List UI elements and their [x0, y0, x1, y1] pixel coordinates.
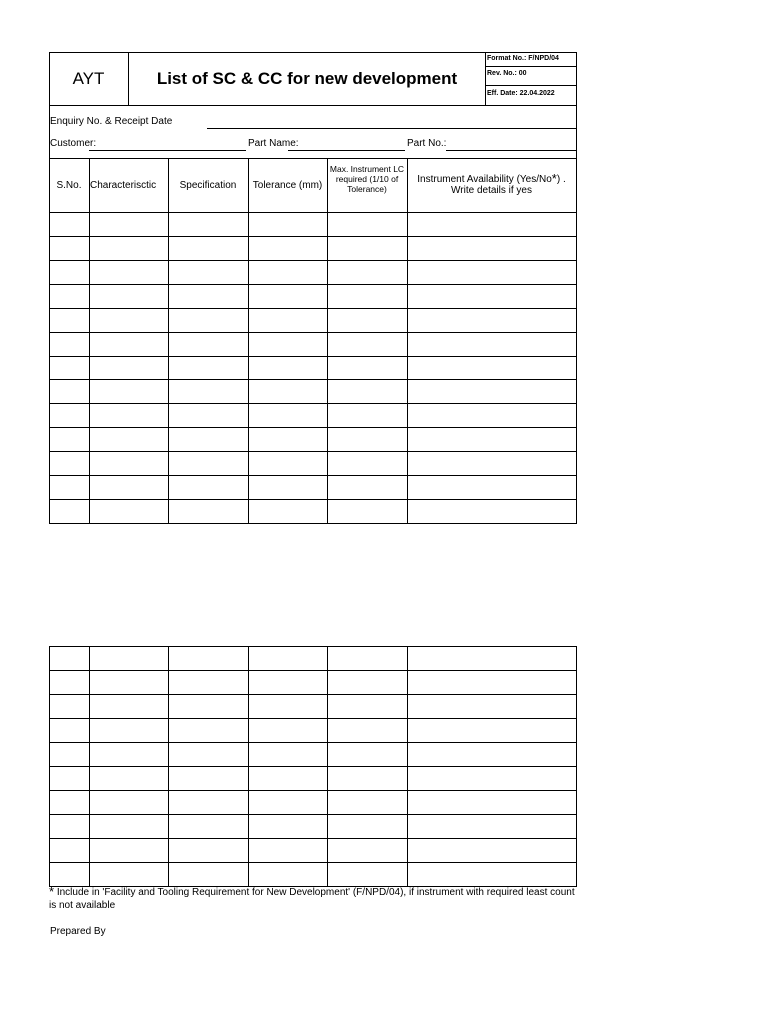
table-row-line — [49, 332, 577, 333]
table-column-line — [327, 646, 328, 887]
table-row-line — [49, 523, 577, 524]
table-column-line — [248, 646, 249, 887]
table-row-line — [49, 427, 577, 428]
col-header-sno: S.No. — [56, 179, 82, 191]
table-row-line — [49, 814, 577, 815]
customer-label: Customer: — [50, 138, 97, 149]
col-header-specification: Specification — [179, 179, 237, 191]
header-divider-right — [485, 52, 486, 106]
asterisk-icon: * — [551, 171, 557, 186]
customer-field-line[interactable] — [89, 150, 246, 151]
table-row-line — [49, 694, 577, 695]
table-column-line — [576, 646, 577, 887]
table-row-line — [49, 742, 577, 743]
table-column-line — [89, 158, 90, 524]
table-row-line — [49, 718, 577, 719]
effective-date: Eff. Date: 22.04.2022 — [487, 90, 555, 97]
table-row-line — [49, 308, 577, 309]
prepared-by-label: Prepared By — [50, 926, 106, 937]
table-column-line — [576, 158, 577, 524]
table-row-line — [49, 403, 577, 404]
table-row-line — [49, 766, 577, 767]
table-row-line — [49, 475, 577, 476]
part-no-field-line[interactable] — [446, 150, 577, 151]
table-column-line — [407, 646, 408, 887]
table-column-line — [49, 646, 50, 887]
table-column-line — [248, 158, 249, 524]
table-column-line — [168, 646, 169, 887]
part-name-label: Part Name: — [248, 138, 299, 149]
table-column-line — [49, 158, 50, 524]
table-row-line — [49, 646, 577, 647]
col-header-instrument-availability — [407, 158, 576, 212]
table-row-line — [49, 838, 577, 839]
table-row-line — [49, 862, 577, 863]
col-header-tolerance: Tolerance (mm) — [252, 179, 323, 191]
table-column-line — [407, 158, 408, 524]
table-row-line — [49, 356, 577, 357]
table-column-line — [89, 646, 90, 887]
table-row-line — [49, 379, 577, 380]
table-row-line — [49, 284, 577, 285]
company-name: AYT — [72, 69, 105, 88]
table-column-line — [168, 158, 169, 524]
table-row-line — [49, 499, 577, 500]
part-no-label: Part No.: — [407, 138, 447, 149]
footer-note-text: Include in 'Facility and Tooling Requirement for New Development' (F/NPD/04), if instrument with required least count is not available — [49, 887, 575, 911]
table-row-line — [49, 236, 577, 237]
format-number: Format No.: F/NPD/04 — [487, 55, 559, 62]
table-row-line — [49, 790, 577, 791]
col-instrument-text: Instrument Availability (Yes/No*) . Write details if yes — [417, 171, 566, 196]
page-title: List of SC & CC for new development — [156, 69, 458, 88]
info-border-left — [49, 106, 50, 158]
table-column-line — [327, 158, 328, 524]
col-header-characteristic: Characterisctic — [90, 179, 157, 191]
table-row-line — [49, 260, 577, 261]
meta-divider-2 — [485, 85, 577, 86]
footer-note — [49, 884, 579, 912]
table-row-line — [49, 451, 577, 452]
table-row-line — [49, 670, 577, 671]
revision-number: Rev. No.: 00 — [487, 70, 527, 77]
asterisk-icon: * — [49, 884, 55, 899]
col-header-max-instrument-lc: Max. Instrument LC required (1/10 of Tolerance) — [329, 164, 405, 194]
enquiry-label: Enquiry No. & Receipt Date — [50, 116, 173, 127]
part-name-field-line[interactable] — [288, 150, 405, 151]
enquiry-field-line[interactable] — [207, 128, 577, 129]
table-row-line — [49, 212, 577, 213]
meta-divider-1 — [485, 66, 577, 67]
